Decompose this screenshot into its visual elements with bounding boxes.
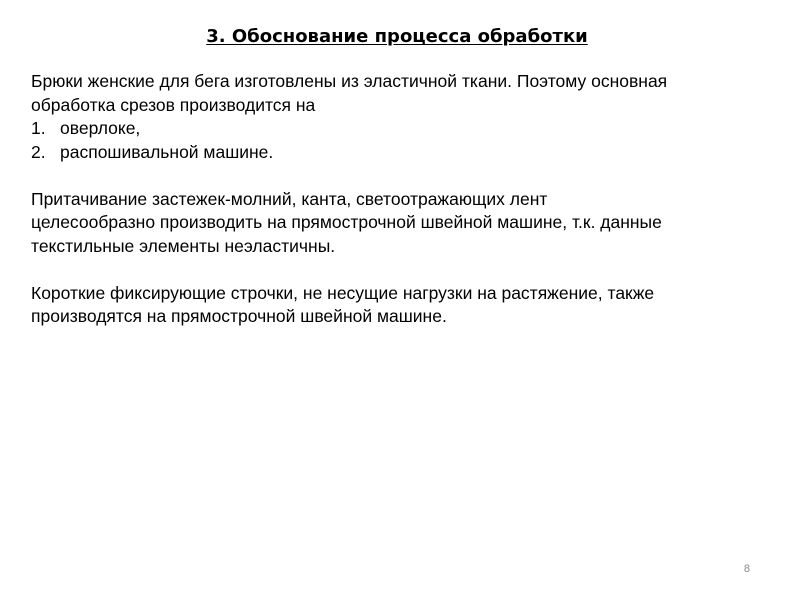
slide-body <box>31 70 771 329</box>
list-text: распошивальной машине. <box>60 141 274 162</box>
paragraph-fabric <box>31 70 771 117</box>
paragraph-spacer <box>31 164 771 188</box>
paragraph-line: Притачивание застежек-молний, канта, светоотражающих лент <box>31 188 548 209</box>
paragraph-line: производятся на прямострочной швейной машине. <box>31 306 447 326</box>
paragraph-stitches <box>31 282 771 329</box>
paragraph-line: Короткие фиксирующие строчки, не несущие нагрузки на растяжение, также <box>31 282 655 303</box>
paragraph-zippers <box>31 188 771 259</box>
list-item-overlock <box>31 117 771 141</box>
paragraph-line: целесообразно производить на прямострочной швейной машине, т.к. данные <box>31 212 662 232</box>
slide-number: 8 <box>743 563 750 575</box>
slide-title: 3. Обоснование процесса обработки <box>206 26 588 47</box>
paragraph-spacer <box>31 258 771 282</box>
machine-list <box>31 117 771 164</box>
paragraph-line: обработка срезов производится на <box>31 94 316 115</box>
list-number: 1. <box>31 118 46 138</box>
list-number: 2. <box>31 141 46 162</box>
list-text: оверлоке, <box>60 118 141 138</box>
paragraph-line: текстильные элементы неэластичны. <box>31 235 336 256</box>
paragraph-line: Брюки женские для бега изготовлены из эластичной ткани. Поэтому основная <box>31 71 668 91</box>
list-item-coverstitch <box>31 141 771 165</box>
